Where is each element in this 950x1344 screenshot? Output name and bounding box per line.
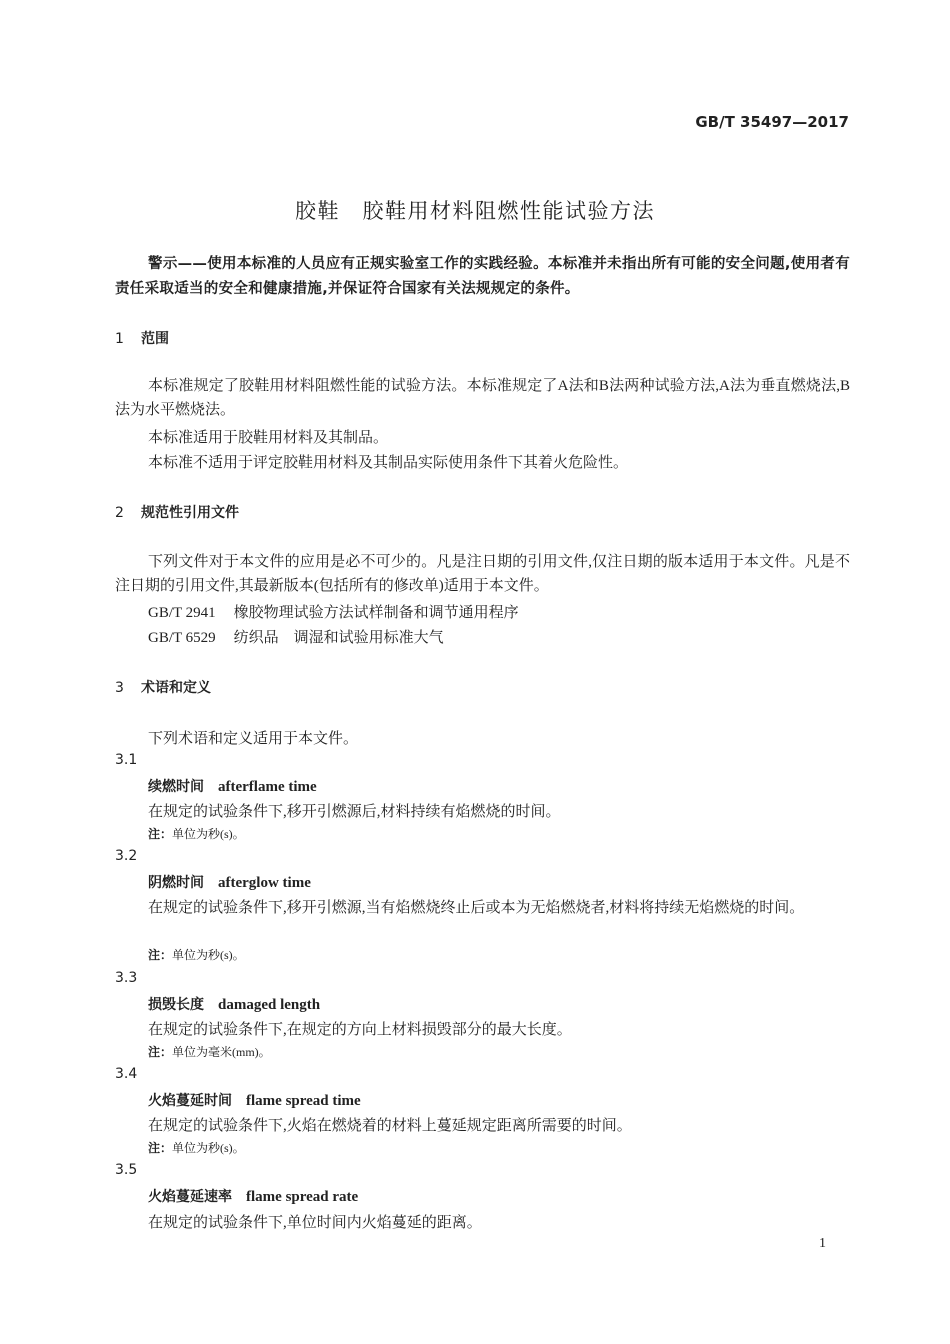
section-2-paragraph-1: 下列文件对于本文件的应用是必不可少的。凡是注日期的引用文件,仅注日期的版本适用于本文件。凡是不注日期的引用文件,其最新版本(包括所有的修改单)适用于本文件。 xyxy=(115,554,850,594)
term-title xyxy=(148,1186,358,1206)
note-label: 注： xyxy=(148,948,173,962)
reference-title: 橡胶物理试验方法试样制备和调节通用程序 xyxy=(233,605,519,621)
term-note xyxy=(148,825,245,842)
section-title: 术语和定义 xyxy=(141,680,211,696)
note-label: 注： xyxy=(148,1045,173,1059)
term-definition: 在规定的试验条件下,移开引燃源后,材料持续有焰燃烧的时间。 xyxy=(148,804,561,820)
term-note xyxy=(148,1043,271,1060)
section-1-paragraph-3: 本标准不适用于评定胶鞋用材料及其制品实际使用条件下其着火危险性。 xyxy=(148,455,629,471)
note-label: 注： xyxy=(148,1141,173,1155)
section-title: 范围 xyxy=(141,331,169,347)
reference-code: GB/T 2941 xyxy=(148,605,216,621)
section-number: 3 xyxy=(115,680,124,696)
section-3-intro: 下列术语和定义适用于本文件。 xyxy=(148,731,359,747)
term-name-en: flame spread time xyxy=(246,1093,361,1109)
section-1-paragraph-1: 本标准规定了胶鞋用材料阻燃性能的试验方法。本标准规定了A法和B法两种试验方法,A法为垂直燃烧法,B法为水平燃烧法。 xyxy=(115,378,850,418)
section-2-heading xyxy=(115,502,239,522)
term-number: 3.1 xyxy=(115,752,138,768)
term-name-en: afterflame time xyxy=(218,779,317,795)
note-text: 单位为毫米(mm)。 xyxy=(172,1045,271,1059)
term-title xyxy=(148,776,317,796)
section-title: 规范性引用文件 xyxy=(141,505,239,521)
note-label: 注： xyxy=(148,827,173,841)
note-text: 单位为秒(s)。 xyxy=(172,1141,245,1155)
section-number: 1 xyxy=(115,331,124,347)
term-note xyxy=(148,946,245,963)
note-text: 单位为秒(s)。 xyxy=(172,948,245,962)
normative-reference-2 xyxy=(148,626,444,647)
warning-paragraph: 警示——使用本标准的人员应有正规实验室工作的实践经验。本标准并未指出所有可能的安全问题,使用者有责任采取适当的安全和健康措施,并保证符合国家有关法规规定的条件。 xyxy=(115,256,850,297)
term-number: 3.2 xyxy=(115,848,138,864)
term-note xyxy=(148,1139,245,1156)
term-name-zh: 续燃时间 xyxy=(148,779,204,795)
reference-title: 纺织品 调湿和试验用标准大气 xyxy=(233,630,444,646)
term-number: 3.3 xyxy=(115,970,138,986)
term-number: 3.4 xyxy=(115,1066,138,1082)
term-name-zh: 火焰蔓延时间 xyxy=(148,1093,232,1109)
term-name-en: damaged length xyxy=(218,997,321,1013)
term-title xyxy=(148,994,320,1014)
page-number: 1 xyxy=(819,1236,826,1251)
term-title xyxy=(148,1090,361,1110)
term-name-zh: 火焰蔓延速率 xyxy=(148,1189,232,1205)
term-name-en: flame spread rate xyxy=(246,1189,359,1205)
reference-code: GB/T 6529 xyxy=(148,630,216,646)
term-definition: 在规定的试验条件下,火焰在燃烧着的材料上蔓延规定距离所需要的时间。 xyxy=(148,1118,632,1134)
document-title: 胶鞋 胶鞋用材料阻燃性能试验方法 xyxy=(295,199,655,223)
term-number: 3.5 xyxy=(115,1162,138,1178)
section-1-paragraph-2: 本标准适用于胶鞋用材料及其制品。 xyxy=(148,430,389,446)
standard-number: GB/T 35497—2017 xyxy=(695,113,849,131)
term-name-en: afterglow time xyxy=(218,875,311,891)
section-1-heading xyxy=(115,328,169,348)
note-text: 单位为秒(s)。 xyxy=(172,827,245,841)
section-3-heading xyxy=(115,677,211,697)
normative-reference-1 xyxy=(148,601,519,622)
term-name-zh: 阴燃时间 xyxy=(148,875,204,891)
term-name-zh: 损毁长度 xyxy=(148,997,204,1013)
term-definition: 在规定的试验条件下,单位时间内火焰蔓延的距离。 xyxy=(148,1215,482,1231)
term-title xyxy=(148,872,311,892)
section-number: 2 xyxy=(115,505,124,521)
term-definition: 在规定的试验条件下,在规定的方向上材料损毁部分的最大长度。 xyxy=(148,1022,572,1038)
term-definition: 在规定的试验条件下,移开引燃源,当有焰燃烧终止后或本为无焰燃烧者,材料将持续无焰燃烧的时间。 xyxy=(148,900,805,916)
